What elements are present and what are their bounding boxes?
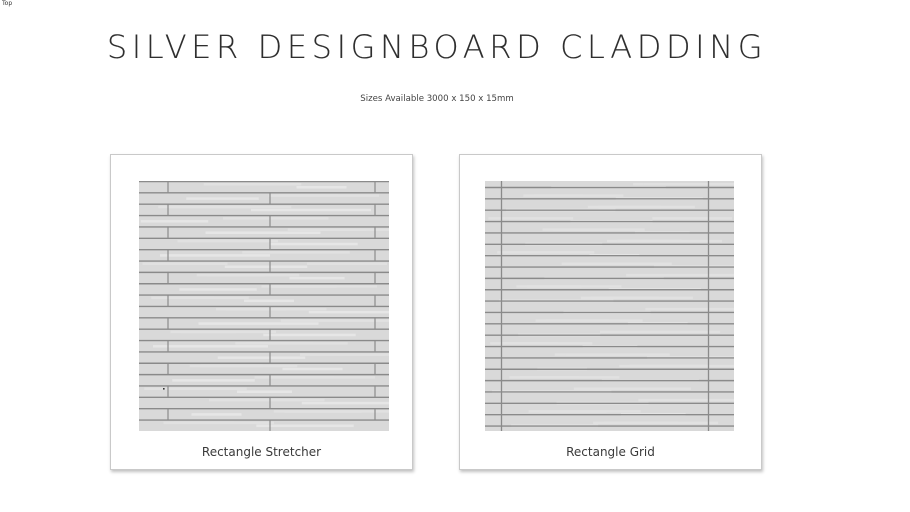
stretcher-pattern-image xyxy=(139,181,389,431)
card-caption: Rectangle Stretcher xyxy=(201,445,322,459)
stretcher-pattern-swatch xyxy=(139,181,389,431)
card-caption: Rectangle Grid xyxy=(566,445,655,459)
sizes-subtitle: Sizes Available 3000 x 150 x 15mm xyxy=(360,94,514,104)
grid-pattern-swatch xyxy=(485,181,734,431)
grid-pattern-image xyxy=(485,181,734,431)
view-label: Top xyxy=(2,0,13,7)
card-rectangle-grid xyxy=(459,154,762,470)
card-rectangle-stretcher xyxy=(110,154,413,470)
page-title: SILVER DESIGNBOARD CLADDING xyxy=(106,28,768,66)
